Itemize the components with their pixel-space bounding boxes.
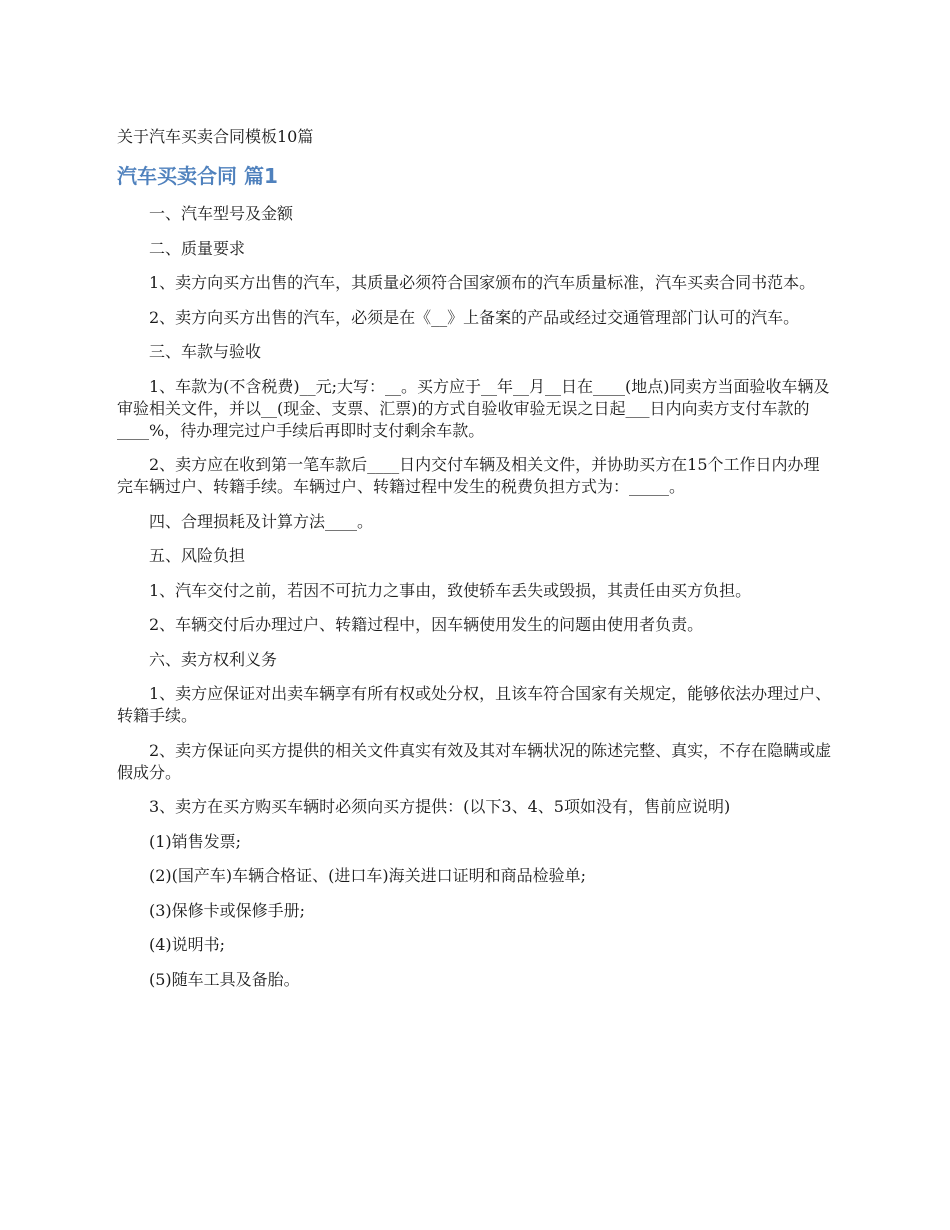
list-item: (5)随车工具及备胎。 [149,969,300,989]
section-one-heading: 一、汽车型号及金额 [149,204,294,223]
seller-clause-3: 3、卖方在买方购买车辆时必须向买方提供：(以下3、4、5项如没有，售前应说明) [149,797,731,816]
section-two-heading: 二、质量要求 [149,238,246,258]
list-item: (2)(国产车)车辆合格证、(进口车)海关进口证明和商品检验单; [149,866,587,885]
quality-clause-1: 1、卖方向买方出售的汽车，其质量必须符合国家颁布的汽车质量标准，汽车买卖合同书范本。 [149,273,816,292]
risk-clause-2: 2、车辆交付后办理过户、转籍过程中，因车辆使用发生的问题由使用者负责。 [149,615,704,634]
seller-clause-1: 1、卖方应保证对出卖车辆享有所有权或处分权，且该车符合国家有关规定，能够依法办理过户、转籍手续。 [117,684,832,725]
section-three-heading: 三、车款与验收 [149,342,262,361]
document-title: 关于汽车买卖合同模板10篇 [117,127,314,146]
list-item: (4)说明书; [149,935,226,954]
list-item: (1)销售发票; [149,831,242,851]
seller-clause-2: 2、卖方保证向买方提供的相关文件真实有效及其对车辆状况的陈述完整、真实，不存在隐瞒或虚假成分。 [117,740,832,782]
section-six-heading: 六、卖方权利义务 [149,649,278,669]
quality-clause-2: 2、卖方向买方出售的汽车，必须是在《__》上备案的产品或经过交通管理部门认可的汽车。 [149,307,800,327]
payment-clause-1: 1、车款为(不含税费)__元;大写：__。买方应于__年__月__日在____(地点)同卖方当面验收车辆及审验相关文件，并以__(现金、支票、汇票)的方式自验收审验无误之日起___日内向卖方支付车款的____%，待办理完过户手续后再即时支付剩余车款。 [117,376,830,440]
section-heading: 汽车买卖合同 篇1 [117,164,278,188]
risk-clause-1: 1、汽车交付之前，若因不可抗力之事由，致使轿车丢失或毁损，其责任由买方负担。 [149,580,752,600]
payment-clause-2: 2、卖方应在收到第一笔车款后____日内交付车辆及相关文件，并协助买方在15个工作日内办理完车辆过户、转籍手续。车辆过户、转籍过程中发生的税费负担方式为：_____。 [117,455,820,496]
section-five-heading: 五、风险负担 [149,546,246,565]
section-four-heading: 四、合理损耗及计算方法____。 [149,511,374,531]
list-item: (3)保修卡或保修手册; [149,900,306,920]
